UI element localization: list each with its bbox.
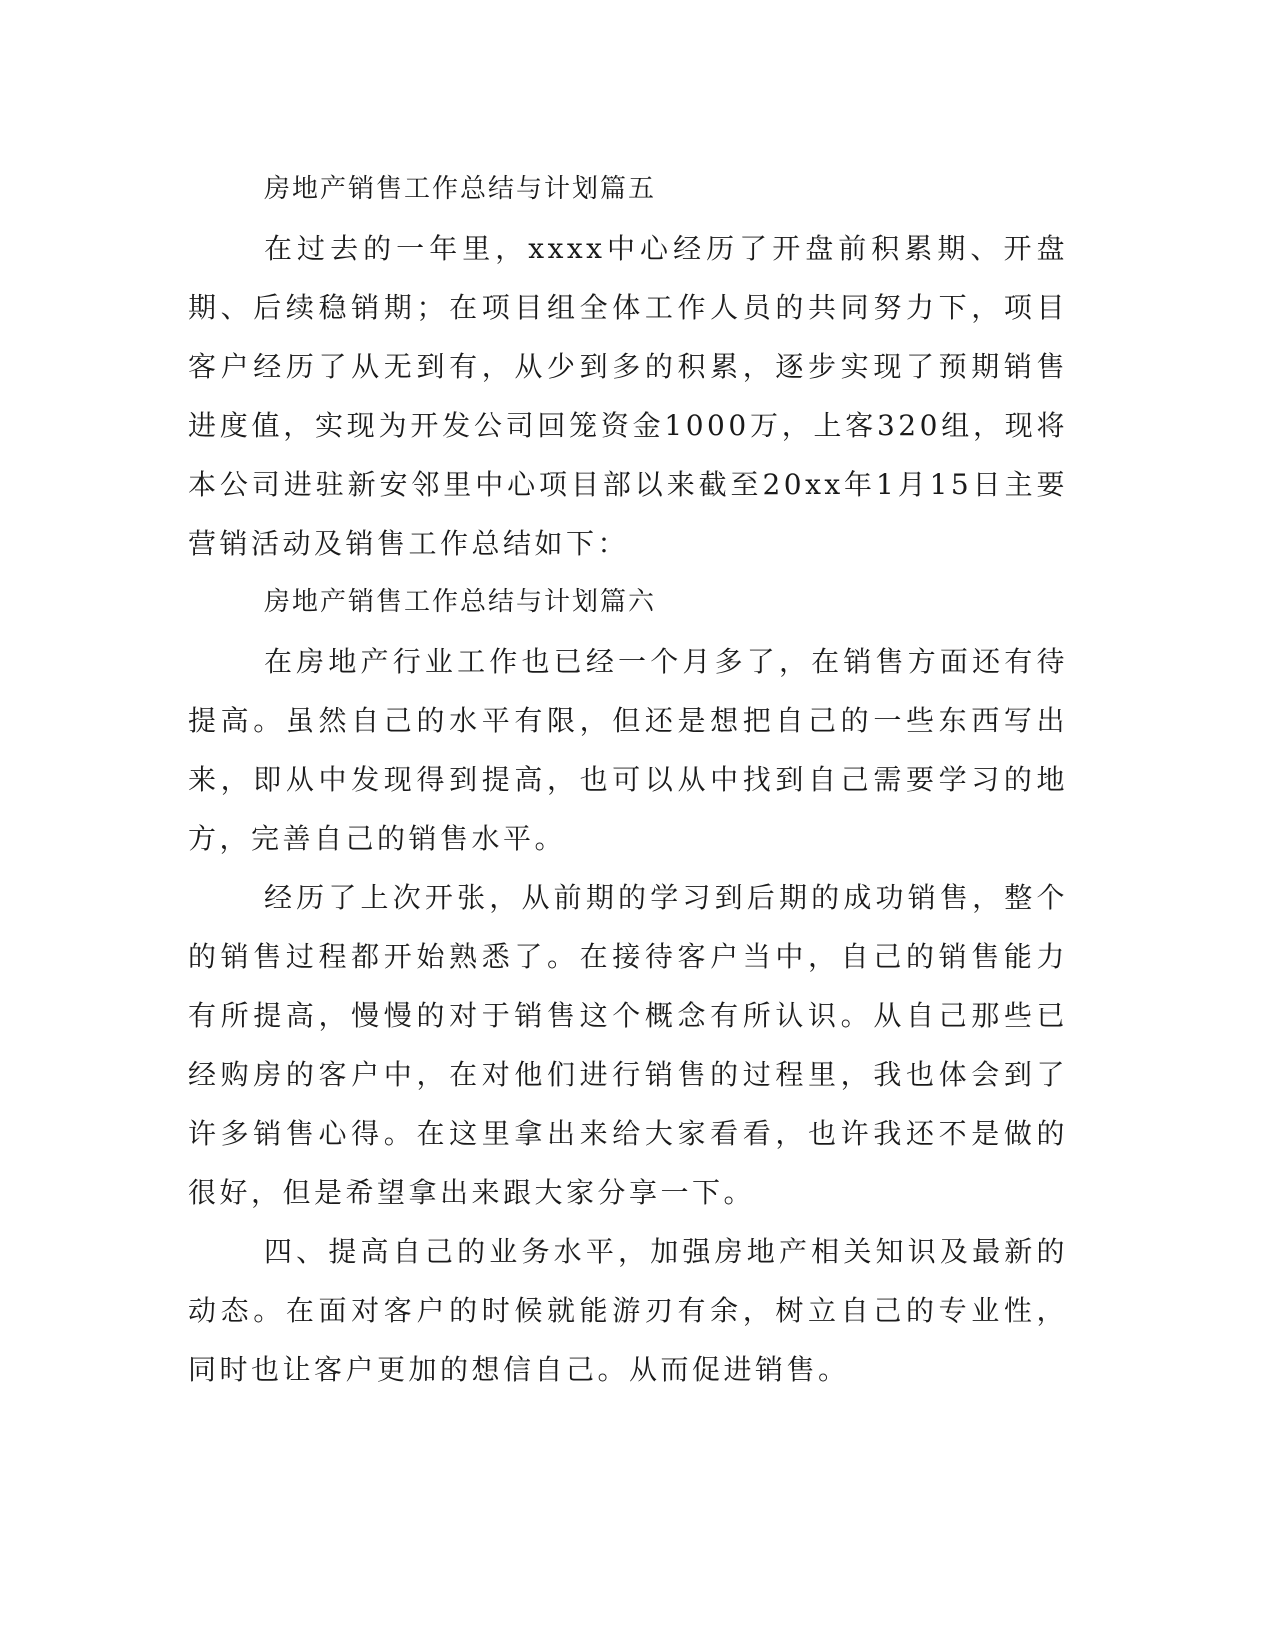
paragraph-2: 在房地产行业工作也已经一个月多了，在销售方面还有待提高。虽然自己的水平有限，但还是想把自己的一些东西写出来，即从中发现得到提高，也可以从中找到自己需要学习的地方，完善自己的销售水平。 [188, 645, 1068, 855]
paragraph-1: 在过去的一年里，xxxx中心经历了开盘前积累期、开盘期、后续稳销期；在项目组全体工作人员的共同努力下，项目客户经历了从无到有，从少到多的积累，逐步实现了预期销售进度值，实现为开发公司回笼资金1000万，上客320组，现将本公司进驻新安邻里中心项目部以来截至20xx年1月15日主要营销活动及销售工作总结如下： [188, 232, 1068, 560]
paragraph-4: 四、提高自己的业务水平，加强房地产相关知识及最新的动态。在面对客户的时候就能游刃有余，树立自己的专业性，同时也让客户更加的想信自己。从而促进销售。 [188, 1235, 1068, 1386]
document-body [188, 160, 1068, 1399]
section-heading-5: 房地产销售工作总结与计划篇五 [264, 174, 657, 204]
section-heading-6: 房地产销售工作总结与计划篇六 [264, 587, 657, 617]
paragraph-3: 经历了上次开张，从前期的学习到后期的成功销售，整个的销售过程都开始熟悉了。在接待客户当中，自己的销售能力有所提高，慢慢的对于销售这个概念有所认识。从自己那些已经购房的客户中，在对他们进行销售的过程里，我也体会到了许多销售心得。在这里拿出来给大家看看，也许我还不是做的很好，但是希望拿出来跟大家分享一下。 [188, 881, 1068, 1209]
